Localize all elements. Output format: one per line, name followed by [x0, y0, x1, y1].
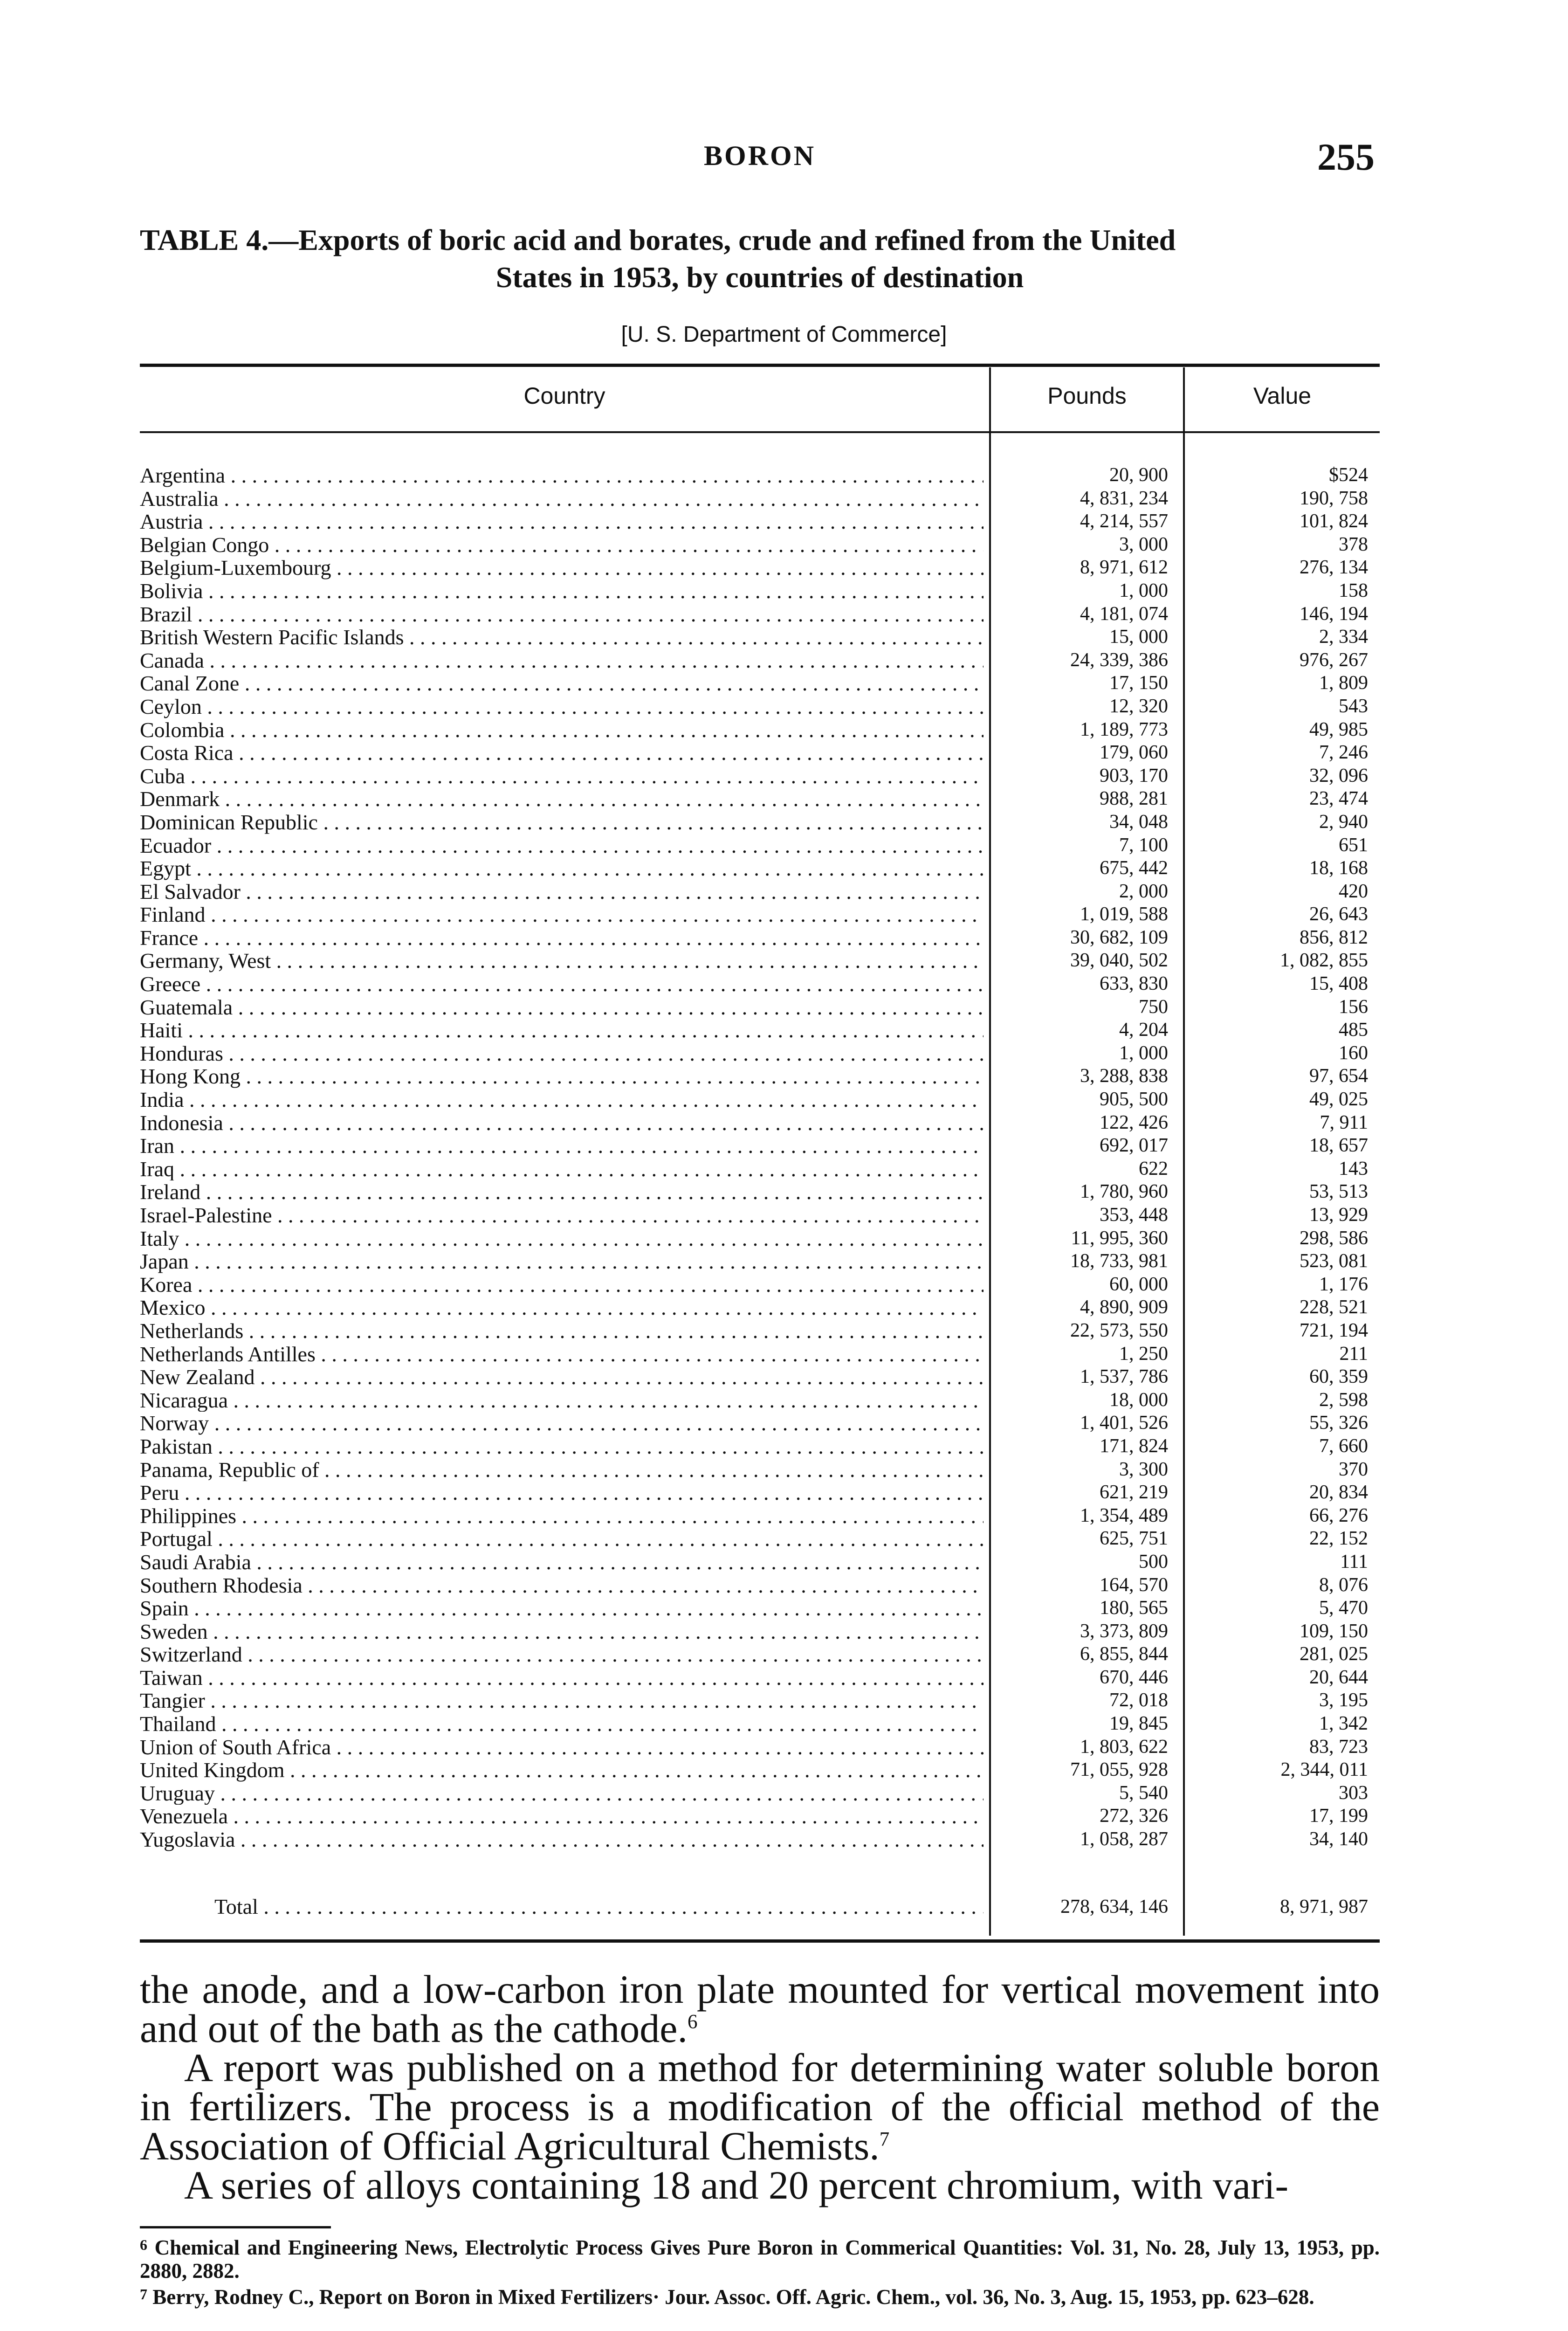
value-cell: 109, 150 — [1300, 1620, 1368, 1642]
country-cell: Netherlands Antilles . . . — [140, 1343, 983, 1366]
country-cell: British Western Pacific Islands . . . — [140, 626, 983, 649]
country-cell: Tangier . . . — [140, 1689, 983, 1712]
paragraph-2-text: A report was published on a method for determining water soluble boron in fertilizers. The process is a modification of the official method of the Association of Official Agricultural Chemists. — [140, 2045, 1380, 2168]
table-row — [140, 1574, 1380, 1597]
table-row — [140, 1504, 1380, 1528]
table-row — [140, 1389, 1380, 1412]
table-row — [140, 649, 1380, 672]
value-cell: 856, 812 — [1300, 926, 1368, 948]
table-row — [140, 1643, 1380, 1666]
country-cell: Belgian Congo . . . — [140, 533, 983, 557]
footnote-6 — [140, 2233, 1380, 2283]
value-cell: 3, 195 — [1319, 1690, 1368, 1711]
total-label: Total . . . — [214, 1893, 983, 1921]
country-cell: Finland . . . — [140, 903, 983, 926]
country-cell: Nicaragua . . . — [140, 1389, 983, 1412]
table-row — [140, 464, 1380, 487]
pounds-cell: 2, 000 — [1119, 880, 1168, 902]
country-cell: Israel-Palestine . . . — [140, 1204, 983, 1227]
country-cell: Brazil . . . — [140, 603, 983, 626]
value-cell: 53, 513 — [1309, 1181, 1368, 1203]
country-cell: Belgium-Luxembourg . . . — [140, 556, 983, 579]
value-cell: 228, 521 — [1300, 1297, 1368, 1318]
value-cell: 97, 654 — [1309, 1065, 1368, 1087]
paragraph-3 — [140, 2165, 1380, 2205]
country-cell: Korea . . . — [140, 1273, 983, 1297]
pounds-cell: 3, 288, 838 — [1080, 1065, 1168, 1087]
country-cell: Denmark . . . — [140, 787, 983, 811]
country-cell: Iraq . . . — [140, 1158, 983, 1181]
value-cell: 485 — [1339, 1019, 1368, 1041]
pounds-cell: 3, 300 — [1119, 1458, 1168, 1480]
pounds-cell: 1, 401, 526 — [1080, 1412, 1168, 1434]
table-row — [140, 1620, 1380, 1643]
value-cell: 2, 334 — [1319, 626, 1368, 648]
country-cell: Pakistan . . . — [140, 1435, 983, 1458]
column-header-value: Value — [1253, 383, 1312, 409]
pounds-cell: 71, 055, 928 — [1070, 1759, 1168, 1781]
pounds-cell: 20, 900 — [1109, 464, 1168, 486]
pounds-cell: 988, 281 — [1100, 788, 1168, 810]
value-cell: 370 — [1339, 1458, 1368, 1480]
pounds-cell: 3, 373, 809 — [1080, 1620, 1168, 1642]
value-cell: 20, 644 — [1309, 1666, 1368, 1688]
value-cell: 22, 152 — [1309, 1528, 1368, 1550]
table-row — [140, 1527, 1380, 1551]
table-row — [140, 603, 1380, 626]
table-row — [140, 1088, 1380, 1111]
country-cell: Germany, West . . . — [140, 949, 983, 972]
body-text — [140, 1967, 1380, 2207]
table-row — [140, 533, 1380, 557]
table-row — [140, 487, 1380, 510]
table-row — [140, 949, 1380, 972]
table-row — [140, 1134, 1380, 1158]
pounds-cell: 4, 204 — [1119, 1019, 1168, 1041]
country-cell: Spain . . . — [140, 1597, 983, 1620]
country-cell: Panama, Republic of . . . — [140, 1458, 983, 1482]
value-cell: 26, 643 — [1309, 903, 1368, 925]
value-cell: 5, 470 — [1319, 1597, 1368, 1619]
country-cell: Greece . . . — [140, 972, 983, 996]
value-cell: 23, 474 — [1309, 788, 1368, 810]
table-row — [140, 1365, 1380, 1389]
table-row — [140, 1597, 1380, 1620]
pounds-cell: 633, 830 — [1100, 973, 1168, 995]
pounds-cell: 4, 214, 557 — [1080, 510, 1168, 532]
value-cell: 721, 194 — [1300, 1319, 1368, 1341]
value-cell: 18, 168 — [1309, 857, 1368, 879]
pounds-cell: 34, 048 — [1109, 811, 1168, 833]
table-row — [140, 1551, 1380, 1574]
pounds-cell: 625, 751 — [1100, 1528, 1168, 1550]
table-row — [140, 1042, 1380, 1065]
value-cell: 17, 199 — [1309, 1805, 1368, 1827]
country-cell: Guatemala . . . — [140, 996, 983, 1019]
country-cell: Iran . . . — [140, 1134, 983, 1158]
table-row — [140, 1412, 1380, 1435]
value-cell: 143 — [1339, 1158, 1368, 1179]
table-row — [140, 695, 1380, 718]
pounds-cell: 1, 803, 622 — [1080, 1736, 1168, 1758]
country-cell: Haiti . . . — [140, 1019, 983, 1042]
table-row — [140, 1180, 1380, 1204]
table-row — [140, 1712, 1380, 1736]
value-cell: 32, 096 — [1309, 765, 1368, 786]
country-cell: Yugoslavia . . . — [140, 1828, 983, 1851]
footnote-7 — [140, 2283, 1380, 2309]
caption-line-1: TABLE 4.—Exports of boric acid and borates, crude and refined from the United — [140, 223, 1176, 256]
table-row — [140, 1481, 1380, 1504]
table-row — [140, 1805, 1380, 1828]
table-bottom-rule — [140, 1939, 1380, 1943]
pounds-cell: 18, 000 — [1109, 1389, 1168, 1411]
value-cell: 2, 940 — [1319, 811, 1368, 833]
table-top-rule — [140, 364, 1380, 367]
country-cell: Uruguay . . . — [140, 1782, 983, 1805]
pounds-cell: 24, 339, 386 — [1070, 649, 1168, 671]
value-cell: 158 — [1339, 579, 1368, 601]
table-row — [140, 579, 1380, 603]
pounds-cell: 621, 219 — [1100, 1482, 1168, 1503]
value-cell: 7, 246 — [1319, 742, 1368, 764]
pounds-cell: 3, 000 — [1119, 533, 1168, 555]
footnote-ref-6: 6 — [687, 2011, 698, 2033]
country-cell: Argentina . . . — [140, 464, 983, 487]
table-row — [140, 1204, 1380, 1227]
table-row — [140, 903, 1380, 926]
country-cell: Sweden . . . — [140, 1620, 983, 1643]
country-cell: Peru . . . — [140, 1481, 983, 1504]
pounds-cell: 905, 500 — [1100, 1089, 1168, 1110]
footnote-ref-7: 7 — [879, 2128, 890, 2151]
pounds-cell: 353, 448 — [1100, 1204, 1168, 1226]
pounds-cell: 171, 824 — [1100, 1435, 1168, 1457]
value-cell: 303 — [1339, 1782, 1368, 1804]
country-cell: Hong Kong . . . — [140, 1065, 983, 1088]
country-cell: Norway . . . — [140, 1412, 983, 1435]
paragraph-2 — [140, 2045, 1380, 2168]
table-caption — [140, 221, 1380, 296]
country-cell: India . . . — [140, 1088, 983, 1111]
country-cell: Japan . . . — [140, 1250, 983, 1273]
country-cell: Colombia . . . — [140, 718, 983, 742]
total-value: 8, 971, 987 — [1280, 1896, 1368, 1917]
country-cell: Southern Rhodesia . . . — [140, 1574, 983, 1597]
pounds-cell: 60, 000 — [1109, 1273, 1168, 1295]
country-cell: Ireland . . . — [140, 1180, 983, 1204]
pounds-cell: 272, 326 — [1100, 1805, 1168, 1827]
table-body — [140, 464, 1380, 1851]
column-header-country: Country — [523, 383, 605, 409]
country-cell: Portugal . . . — [140, 1527, 983, 1551]
pounds-cell: 4, 831, 234 — [1080, 487, 1168, 509]
value-cell: 1, 809 — [1319, 672, 1368, 694]
footnote-mark: 7 — [140, 2286, 147, 2303]
value-cell: 8, 076 — [1319, 1574, 1368, 1596]
paragraph-1 — [140, 1967, 1380, 2051]
pounds-cell: 19, 845 — [1109, 1713, 1168, 1735]
pounds-cell: 1, 000 — [1119, 579, 1168, 601]
table-source: [U. S. Department of Commerce] — [621, 322, 947, 347]
table-row — [140, 834, 1380, 857]
table-row — [140, 1435, 1380, 1458]
country-cell: Union of South Africa . . . — [140, 1736, 983, 1759]
country-cell: Austria . . . — [140, 510, 983, 533]
table-row — [140, 1250, 1380, 1273]
table-row — [140, 1227, 1380, 1250]
value-cell: 111 — [1340, 1551, 1368, 1572]
table-row — [140, 718, 1380, 742]
table-row — [140, 996, 1380, 1019]
pounds-cell: 1, 780, 960 — [1080, 1181, 1168, 1203]
pounds-cell: 675, 442 — [1100, 857, 1168, 879]
header-rule — [140, 431, 1380, 433]
table-row — [140, 1111, 1380, 1135]
pounds-cell: 4, 181, 074 — [1080, 603, 1168, 625]
pounds-cell: 179, 060 — [1100, 742, 1168, 764]
country-cell: France . . . — [140, 926, 983, 950]
pounds-cell: 1, 189, 773 — [1080, 718, 1168, 740]
pounds-cell: 22, 573, 550 — [1070, 1319, 1168, 1341]
pounds-cell: 7, 100 — [1119, 834, 1168, 856]
country-cell: Saudi Arabia . . . — [140, 1551, 983, 1574]
pounds-cell: 1, 537, 786 — [1080, 1366, 1168, 1388]
country-cell: Philippines . . . — [140, 1504, 983, 1528]
value-cell: 156 — [1339, 996, 1368, 1018]
country-cell: Indonesia . . . — [140, 1111, 983, 1135]
footnote-rule — [140, 2226, 331, 2228]
country-cell: New Zealand . . . — [140, 1365, 983, 1389]
value-cell: 49, 025 — [1309, 1089, 1368, 1110]
pounds-cell: 12, 320 — [1109, 695, 1168, 717]
value-cell: 160 — [1339, 1042, 1368, 1064]
country-cell: Canada . . . — [140, 649, 983, 672]
pounds-cell: 180, 565 — [1100, 1597, 1168, 1619]
value-cell: 2, 344, 011 — [1280, 1759, 1368, 1781]
value-cell: 976, 267 — [1300, 649, 1368, 671]
pounds-cell: 750 — [1139, 996, 1168, 1018]
country-cell: Egypt . . . — [140, 857, 983, 880]
value-cell: 211 — [1339, 1343, 1368, 1365]
pounds-cell: 8, 971, 612 — [1080, 557, 1168, 579]
country-cell: Italy . . . — [140, 1227, 983, 1250]
value-cell: 55, 326 — [1309, 1412, 1368, 1434]
value-cell: 281, 025 — [1300, 1643, 1368, 1665]
value-cell: 20, 834 — [1309, 1482, 1368, 1503]
country-cell: Ecuador . . . — [140, 834, 983, 857]
country-cell: Dominican Republic . . . — [140, 811, 983, 834]
table-row — [140, 1319, 1380, 1343]
value-cell: 190, 758 — [1300, 487, 1368, 509]
pounds-cell: 692, 017 — [1100, 1135, 1168, 1157]
country-cell: Bolivia . . . — [140, 579, 983, 603]
table-row — [140, 1689, 1380, 1712]
table-row — [140, 811, 1380, 834]
table-row — [140, 1158, 1380, 1181]
pounds-cell: 1, 000 — [1119, 1042, 1168, 1064]
value-cell: 7, 911 — [1320, 1111, 1368, 1133]
pounds-cell: 17, 150 — [1109, 672, 1168, 694]
value-cell: 378 — [1339, 533, 1368, 555]
running-head — [0, 136, 1568, 178]
table-row — [140, 1736, 1380, 1759]
caption-line-2: States in 1953, by countries of destination — [495, 261, 1024, 294]
table-row — [140, 880, 1380, 903]
value-cell: 101, 824 — [1300, 510, 1368, 532]
page-number: 255 — [1317, 136, 1375, 178]
country-cell: Thailand . . . — [140, 1712, 983, 1736]
paragraph-1-text: the anode, and a low-carbon iron plate mounted for vertical movement into and out of the bath as the cathode. — [140, 1967, 1380, 2051]
country-cell: Australia . . . — [140, 487, 983, 510]
pounds-cell: 1, 019, 588 — [1080, 903, 1168, 925]
pounds-cell: 11, 995, 360 — [1071, 1227, 1168, 1249]
table-row — [140, 765, 1380, 788]
value-cell: 420 — [1339, 880, 1368, 902]
pounds-cell: 15, 000 — [1109, 626, 1168, 648]
value-cell: 13, 929 — [1309, 1204, 1368, 1226]
table-row — [140, 1759, 1380, 1782]
country-cell: Costa Rica . . . — [140, 741, 983, 765]
pounds-cell: 903, 170 — [1100, 765, 1168, 786]
value-cell: 34, 140 — [1309, 1828, 1368, 1850]
value-cell: 15, 408 — [1309, 973, 1368, 995]
value-cell: 7, 660 — [1319, 1435, 1368, 1457]
pounds-cell: 30, 682, 109 — [1070, 926, 1168, 948]
table-row — [140, 1782, 1380, 1805]
table-row — [140, 972, 1380, 996]
value-cell: 651 — [1339, 834, 1368, 856]
country-cell: Taiwan . . . — [140, 1666, 983, 1690]
footnote-text: Berry, Rodney C., Report on Boron in Mixed Fertilizers· Jour. Assoc. Off. Agric. Chem., vol. 36, No. 3, Aug. 15, 1953, pp. 623–628. — [152, 2285, 1314, 2309]
country-cell: El Salvador . . . — [140, 880, 983, 903]
country-cell: Cuba . . . — [140, 765, 983, 788]
country-cell: Venezuela . . . — [140, 1805, 983, 1828]
pounds-cell: 1, 354, 489 — [1080, 1504, 1168, 1526]
table-row — [140, 1458, 1380, 1482]
table-row — [140, 1065, 1380, 1088]
value-cell: 1, 342 — [1319, 1713, 1368, 1735]
value-cell: 60, 359 — [1309, 1366, 1368, 1388]
pounds-cell: 18, 733, 981 — [1070, 1250, 1168, 1272]
value-cell: 146, 194 — [1300, 603, 1368, 625]
table-row — [140, 787, 1380, 811]
pounds-cell: 6, 855, 844 — [1080, 1643, 1168, 1665]
total-row — [140, 1893, 1380, 1921]
pounds-cell: 4, 890, 909 — [1080, 1297, 1168, 1318]
table-row — [140, 926, 1380, 950]
table-row — [140, 1343, 1380, 1366]
total-pounds: 278, 634, 146 — [1060, 1896, 1168, 1917]
value-cell: 1, 176 — [1319, 1273, 1368, 1295]
pounds-cell: 1, 058, 287 — [1080, 1828, 1168, 1850]
pounds-cell: 1, 250 — [1119, 1343, 1168, 1365]
table-row — [140, 857, 1380, 880]
country-cell: Switzerland . . . — [140, 1643, 983, 1666]
footnote-text: Chemical and Engineering News, Electrolytic Process Gives Pure Boron in Commerical Quantities: Vol. 31, No. 28, July 13, 1953, pp. 2880, 2882. — [140, 2236, 1380, 2283]
pounds-cell: 164, 570 — [1100, 1574, 1168, 1596]
value-cell: 1, 082, 855 — [1280, 950, 1368, 972]
footnotes — [140, 2233, 1380, 2309]
country-cell: Ceylon . . . — [140, 695, 983, 718]
country-cell: Canal Zone . . . — [140, 672, 983, 695]
value-cell: 49, 985 — [1309, 718, 1368, 740]
pounds-cell: 622 — [1139, 1158, 1168, 1179]
pounds-cell: 122, 426 — [1100, 1111, 1168, 1133]
column-header-pounds: Pounds — [1047, 383, 1127, 409]
table-row — [140, 1296, 1380, 1319]
value-cell: 66, 276 — [1309, 1504, 1368, 1526]
pounds-cell: 670, 446 — [1100, 1666, 1168, 1688]
pounds-cell: 500 — [1139, 1551, 1168, 1572]
table-row — [140, 556, 1380, 579]
value-cell: 83, 723 — [1309, 1736, 1368, 1758]
value-cell: 523, 081 — [1300, 1250, 1368, 1272]
country-cell: Netherlands . . . — [140, 1319, 983, 1343]
table-row — [140, 510, 1380, 533]
value-cell: 298, 586 — [1300, 1227, 1368, 1249]
table-row — [140, 1019, 1380, 1042]
table-row — [140, 1666, 1380, 1690]
footnote-mark: 6 — [140, 2236, 147, 2253]
table-row — [140, 672, 1380, 695]
country-cell: Mexico . . . — [140, 1296, 983, 1319]
value-cell: 18, 657 — [1309, 1135, 1368, 1157]
running-title: BORON — [704, 140, 816, 171]
table-row — [140, 1828, 1380, 1851]
table-row — [140, 626, 1380, 649]
country-cell: United Kingdom . . . — [140, 1759, 983, 1782]
value-cell: $524 — [1329, 464, 1368, 486]
value-cell: 276, 134 — [1300, 557, 1368, 579]
pounds-cell: 39, 040, 502 — [1070, 950, 1168, 972]
value-cell: 2, 598 — [1319, 1389, 1368, 1411]
country-cell: Honduras . . . — [140, 1042, 983, 1065]
value-cell: 543 — [1339, 695, 1368, 717]
paragraph-3-text: A series of alloys containing 18 and 20 percent chromium, with vari- — [184, 2163, 1289, 2207]
table-row — [140, 1273, 1380, 1297]
pounds-cell: 5, 540 — [1119, 1782, 1168, 1804]
pounds-cell: 72, 018 — [1109, 1690, 1168, 1711]
table-row — [140, 741, 1380, 765]
